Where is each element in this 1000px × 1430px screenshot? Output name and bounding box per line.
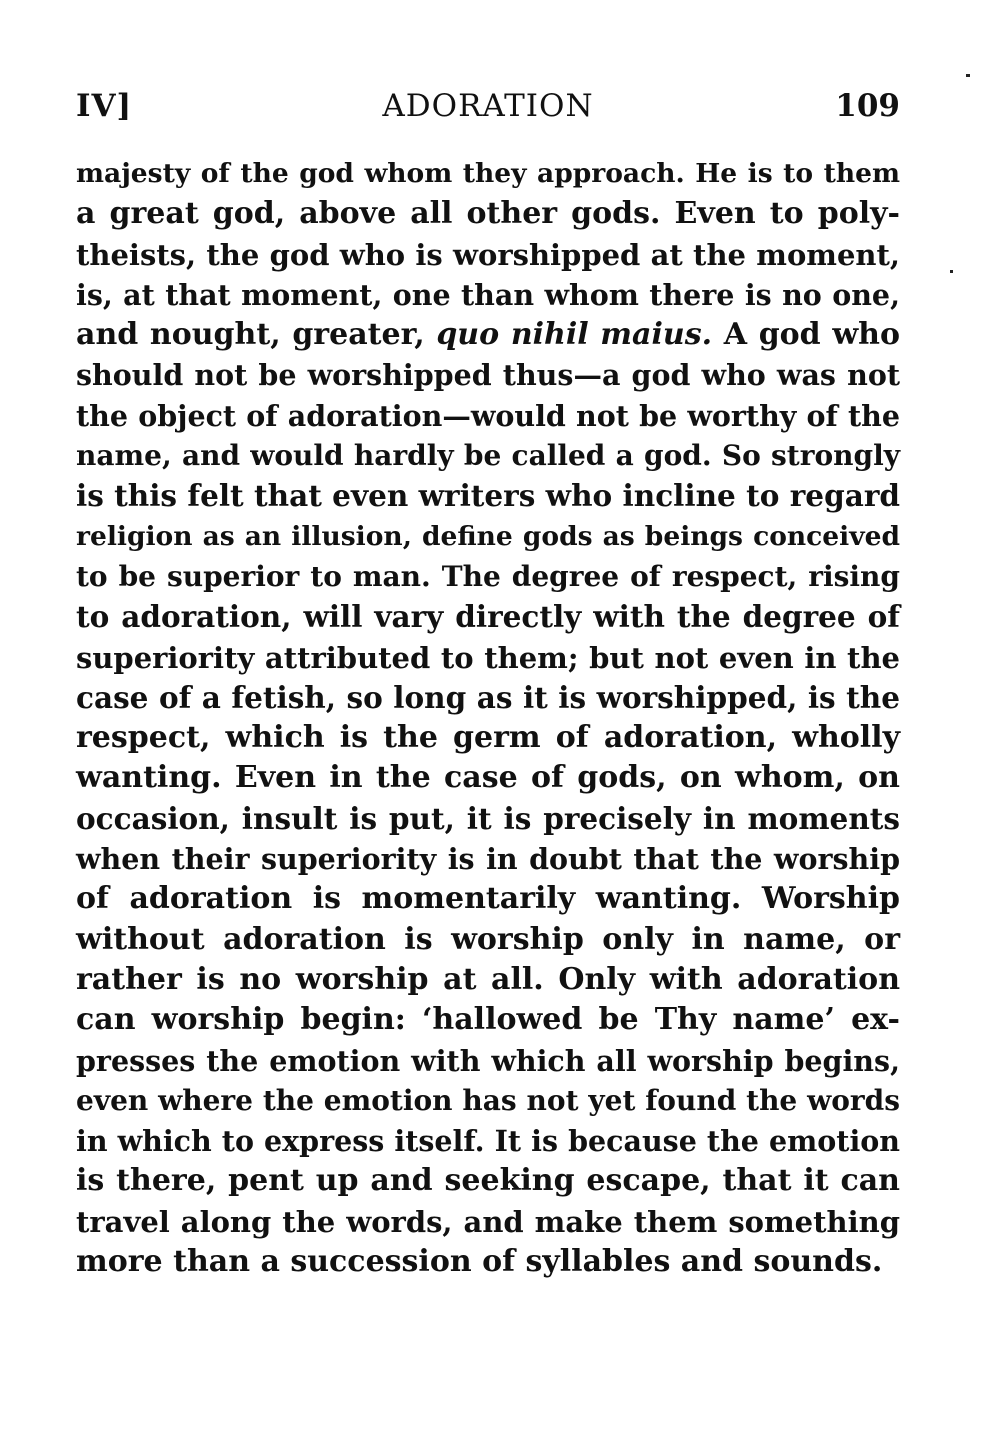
text-line: presses the emotion with which all worship begins, [76,1043,900,1078]
text-line: wanting. Even in the case of gods, on whom, on [76,760,900,796]
latin-phrase: quo nihil maius. [436,317,713,353]
text-line: to adoration, will vary directly with the degree of [76,599,900,635]
scan-speck [966,74,970,77]
text-line: name, and would hardly be called a god. So strongly [76,439,900,473]
text-line: superiority attributed to them; but not even in the [76,640,900,675]
text-line: majesty of the god whom they approach. He is to them [76,158,900,189]
body-paragraph [76,154,900,1282]
text-line: travel along the words, and make them something [76,1204,900,1239]
text-line: can worship begin: ‘hallowed be Thy name’ ex- [76,1002,900,1038]
text-line: without adoration is worship only in name, or [76,921,900,957]
running-head [76,84,900,128]
text-line: is there, pent up and seeking escape, that it can [76,1163,900,1199]
running-title: ADORATION [382,88,594,124]
text-line: theists, the god who is worshipped at the moment, [76,237,900,272]
text-line: rather is no worship at all. Only with adoration [76,961,900,997]
text-line: is this felt that even writers who incline to regard [76,478,900,514]
scan-speck [950,270,953,273]
text-segment: and nought, greater, [76,317,437,353]
text-segment: A god who [712,317,900,353]
page-number: 109 [835,88,900,124]
text-line: case of a fetish, so long as it is worshipped, is the [76,679,900,715]
text-line: the object of adoration—would not be worthy of the [76,398,900,433]
text-line: more than a succession of syllables and sounds. [76,1244,883,1280]
text-line: religion as an illusion, define gods as beings conceived [76,520,900,552]
text-line [76,315,900,355]
text-line: even where the emotion has not yet found the words [76,1083,900,1117]
text-line: a great god, above all other gods. Even to poly- [76,196,900,232]
chapter-number: IV] [76,88,133,124]
text-line: should not be worshipped thus—a god who was not [76,358,900,393]
text-line: respect, which is the germ of adoration, wholly [76,720,900,756]
text-line: in which to express itself. It is because the emotion [76,1124,900,1159]
text-line: occasion, insult is put, it is precisely in moments [76,800,900,836]
text-line: to be superior to man. The degree of respect, rising [76,559,900,593]
book-page [76,84,900,1282]
text-line: when their superiority is in doubt that the worship [76,842,900,877]
text-line: of adoration is momentarily wanting. Worship [76,881,900,917]
text-line: is, at that moment, one than whom there is no one, [76,277,900,312]
